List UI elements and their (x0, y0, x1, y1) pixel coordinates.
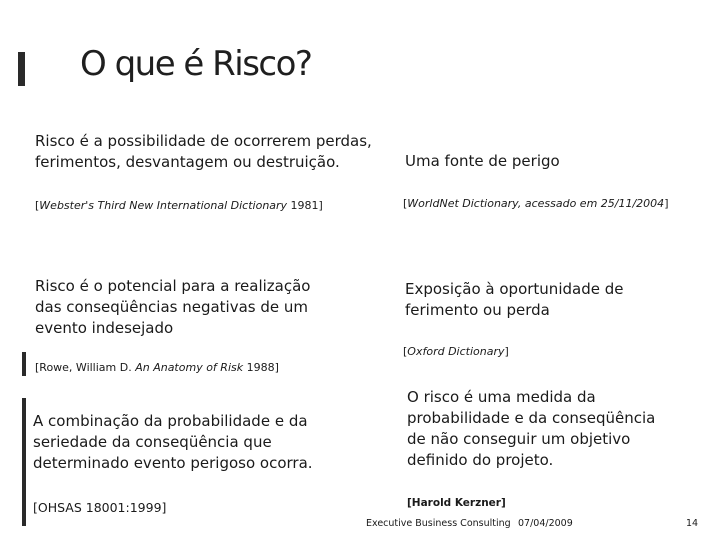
right-definition-2: Exposição à oportunidade de ferimento ou perda (405, 280, 624, 319)
left-source-1-suffix: 1981] (287, 199, 323, 212)
left-source-1-title: Webster's Third New International Dictionary (39, 199, 288, 212)
right-definition-1: Uma fonte de perigo (405, 152, 560, 170)
title-accent-bar (18, 52, 25, 86)
right-source-2 (403, 345, 509, 359)
right-source-1 (403, 197, 668, 211)
right-definition-3: O risco é uma medida da probabilidade e da conseqüência de não conseguir um objetivo definido do projeto. (407, 388, 656, 469)
left-accent-bar-bottom (22, 398, 26, 526)
right-source-3: [Harold Kerzner] (407, 497, 506, 509)
left-source-2-title: An Anatomy of Risk (135, 361, 244, 374)
page-title: O que é Risco? (80, 44, 312, 84)
right-source-1-suffix: ] (664, 197, 669, 210)
left-source-1 (35, 199, 323, 213)
left-definition-1: Risco é a possibilidade de ocorrerem perdas, ferimentos, desvantagem ou destruição. (35, 132, 372, 171)
left-source-3: [OHSAS 18001:1999] (33, 500, 167, 515)
left-source-2-suffix: 1988] (243, 361, 279, 374)
left-source-2-prefix: [Rowe, William D. (35, 361, 136, 374)
right-source-1-title: WorldNet Dictionary, acessado em 25/11/2004 (407, 197, 665, 210)
footer-company: Executive Business Consulting (366, 518, 511, 529)
right-source-2-title: Oxford Dictionary (407, 345, 505, 358)
right-source-1-prefix: [ (403, 197, 408, 210)
right-source-2-prefix: [ (403, 345, 408, 358)
footer-date: 07/04/2009 (518, 518, 573, 529)
left-source-2 (35, 361, 279, 375)
right-source-2-suffix: ] (504, 345, 509, 358)
left-definition-3: A combinação da probabilidade e da seriedade da conseqüência que determinado evento perigoso ocorra. (33, 412, 313, 472)
left-source-1-prefix: [ (35, 199, 40, 212)
left-accent-bar-top (22, 352, 26, 376)
left-definition-2: Risco é o potencial para a realização das conseqüências negativas de um evento indesejado (35, 277, 311, 337)
footer-page-number: 14 (686, 518, 699, 529)
